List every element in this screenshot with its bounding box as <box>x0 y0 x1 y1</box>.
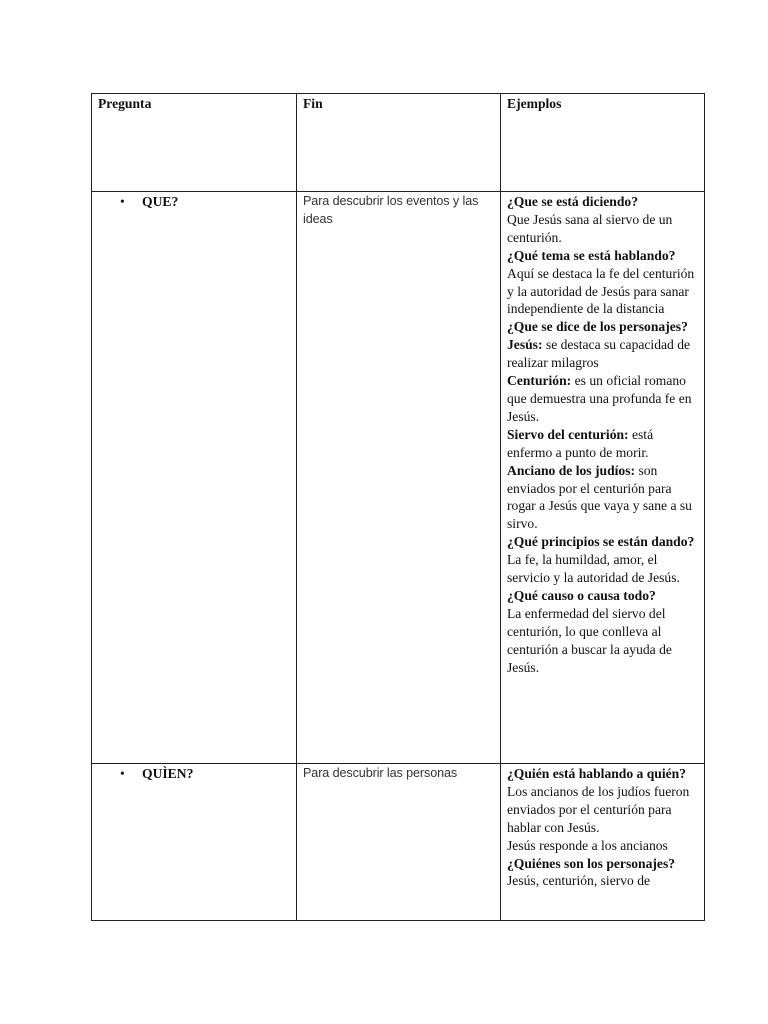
character-name: Anciano de los judíos: <box>507 462 636 478</box>
fin-cell: Para descubrir los eventos y las ideas <box>297 192 501 764</box>
bullet-icon: • <box>120 766 125 781</box>
character-text: es un oficial romano que demuestra una profunda fe en Jesús. <box>507 373 692 424</box>
character-description <box>507 372 698 426</box>
example-answer: Jesús responde a los ancianos <box>507 837 668 853</box>
example-question: ¿Quiénes son los personajes? <box>507 855 676 871</box>
header-ejemplos: Ejemplos <box>501 94 705 192</box>
table-row <box>92 764 705 921</box>
character-text: se destaca su capacidad de realizar milagros <box>507 337 691 371</box>
example-answer: La fe, la humildad, amor, el servicio y la autoridad de Jesús. <box>507 552 680 586</box>
example-answer: Los ancianos de los judíos fueron enviados por el centurión para hablar con Jesús. <box>507 783 690 835</box>
example-question: ¿Que se dice de los personajes? <box>507 319 688 335</box>
bullet-icon: • <box>120 194 125 209</box>
ejemplos-list <box>507 193 698 676</box>
example-answer: Aquí se destaca la fe del centurión y la autoridad de Jesús para sanar independiente de la distancia <box>507 265 695 317</box>
character-description <box>507 426 698 462</box>
fin-cell: Para descubrir las personas <box>297 764 501 921</box>
questions-table <box>91 93 705 921</box>
pregunta-label: QUÌEN? <box>142 766 194 781</box>
example-question: ¿Qué tema se está hablando? <box>507 247 676 263</box>
table-header-row <box>92 94 705 192</box>
example-answer: Que Jesús sana al siervo de un centurión. <box>507 211 673 245</box>
character-name: Jesús: <box>507 337 543 353</box>
character-text: está enfermo a punto de morir. <box>507 426 654 460</box>
example-question: ¿Qué causo o causa todo? <box>507 587 656 603</box>
example-question: ¿Qué principios se están dando? <box>507 534 695 550</box>
ejemplos-cell <box>501 764 705 921</box>
pregunta-cell <box>92 764 297 921</box>
example-answer: La enfermedad del siervo del centurión, lo que conlleva al centurión a buscar la ayuda de Jesús. <box>507 605 672 675</box>
example-question: ¿Que se está diciendo? <box>507 194 639 209</box>
header-pregunta: Pregunta <box>92 94 297 192</box>
ejemplos-cell <box>501 192 705 764</box>
pregunta-cell <box>92 192 297 764</box>
character-text: son enviados por el centurión para rogar a Jesús que vaya y sane a su sirvo. <box>507 462 692 532</box>
pregunta-label: QUE? <box>142 194 179 209</box>
character-description <box>507 462 698 534</box>
example-answer: Jesús, centurión, siervo de <box>507 873 651 889</box>
character-description <box>507 336 698 372</box>
ejemplos-list <box>507 765 698 890</box>
example-question: ¿Quién está hablando a quién? <box>507 766 687 781</box>
table-row <box>92 192 705 764</box>
character-name: Centurión: <box>507 373 572 389</box>
header-fin: Fin <box>297 94 501 192</box>
character-name: Siervo del centurión: <box>507 426 629 442</box>
